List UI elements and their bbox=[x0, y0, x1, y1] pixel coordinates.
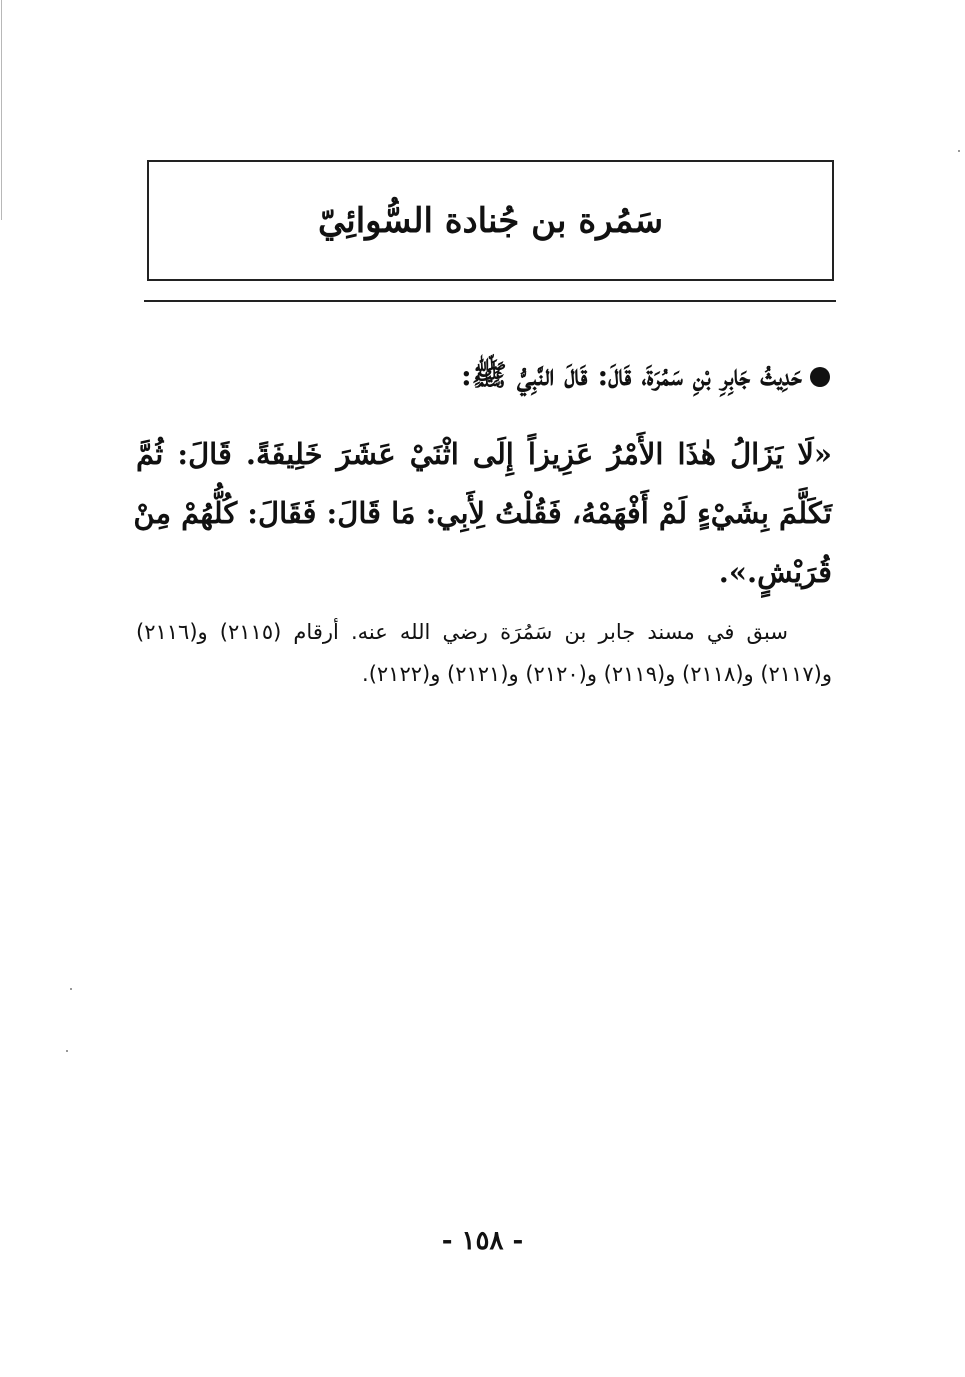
header-divider bbox=[144, 300, 836, 302]
scan-speck bbox=[958, 150, 960, 152]
hadith-intro bbox=[140, 358, 830, 400]
scan-speck bbox=[70, 988, 72, 990]
cross-reference-note bbox=[136, 611, 832, 695]
hadith-line: قُرَيْشٍ.». bbox=[718, 555, 832, 589]
chapter-title-box bbox=[147, 160, 834, 281]
hadith-intro-text: حَدِيثُ جَابِرِ بْنِ سَمُرَةَ، قَالَ: قَالَ النَّبِيُّ ﷺ: bbox=[461, 358, 802, 392]
note-line: و(٢١١٧) و(٢١١٨) و(٢١١٩) و(٢١٢٠) و(٢١٢١) و(٢١٢٢). bbox=[362, 662, 832, 686]
page-number: - ١٥٨ - bbox=[441, 1226, 524, 1256]
note-line: سبق في مسند جابر بن سَمُرَة رضي الله عنه. أرقام (٢١١٥) و(٢١١٦) bbox=[136, 620, 788, 644]
scan-edge-line bbox=[1, 0, 2, 220]
chapter-title: سَمُرة بن جُنادة السُّوائِيّ bbox=[317, 200, 664, 241]
bullet-icon bbox=[810, 367, 830, 387]
hadith-line: تَكَلَّمَ بِشَيْءٍ لَمْ أَفْهَمْهُ، فَقُلْتُ لِأَبِي: مَا قَالَ: فَقَالَ: كُلُّهُمْ مِنْ bbox=[133, 496, 832, 530]
hadith-line: «لَا يَزَالُ هٰذَا الأَمْرُ عَزِيزاً إِلَى اثْنَيْ عَشَرَ خَلِيفَةً. قَالَ: ثُمَّ bbox=[136, 437, 832, 471]
scan-speck bbox=[66, 1050, 68, 1052]
hadith-text bbox=[133, 425, 832, 602]
